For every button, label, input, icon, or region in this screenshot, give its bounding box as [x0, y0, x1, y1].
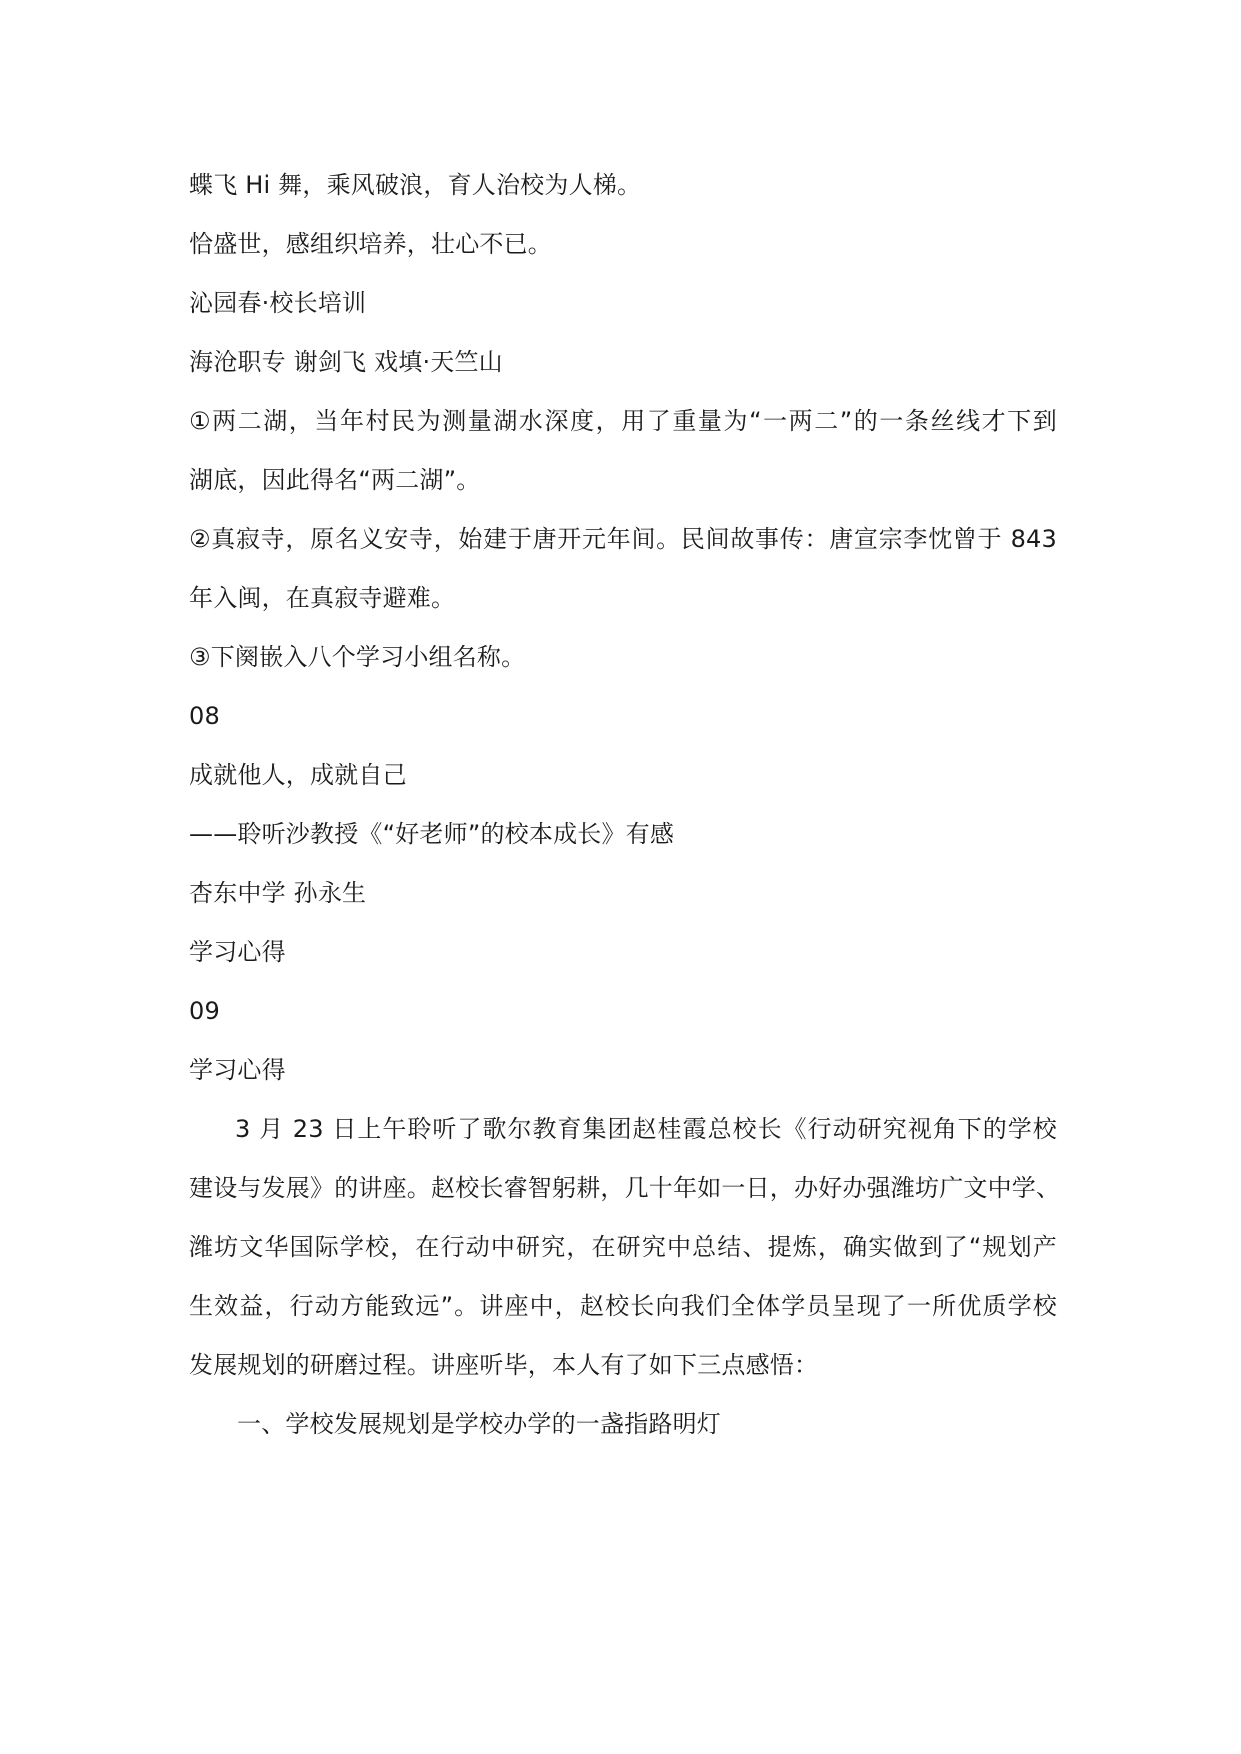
article-author: 杏东中学 孙永生	[189, 879, 367, 907]
article-subtitle: ——聆听沙教授《“好老师”的校本成长》有感	[189, 820, 675, 848]
poem-title: 沁园春·校长培训	[189, 289, 367, 317]
section-number-09: 09	[189, 997, 220, 1025]
note-2-line-2: 年入闽，在真寂寺避难。	[189, 584, 456, 612]
note-2-line-1: ②真寂寺，原名义安寺，始建于唐开元年间。民间故事传：唐宣宗李忱曾于 843	[189, 525, 1057, 553]
paragraph-line-1: 3 月 23 日上午聆听了歌尔教育集团赵桂霞总校长《行动研究视角下的学校	[235, 1115, 1057, 1143]
note-1-line-2: 湖底，因此得名“两二湖”。	[189, 466, 481, 494]
paragraph-line-3: 潍坊文华国际学校，在行动中研究，在研究中总结、提炼，确实做到了“规划产	[189, 1233, 1057, 1261]
section-label: 学习心得	[189, 938, 286, 966]
article-title: 成就他人，成就自己	[189, 761, 407, 789]
paragraph-line-5: 发展规划的研磨过程。讲座听毕，本人有了如下三点感悟：	[189, 1351, 819, 1379]
poem-line-prosperity: 恰盛世，感组织培养，壮心不已。	[189, 230, 552, 258]
subheading-1: 一、学校发展规划是学校办学的一盏指路明灯	[237, 1410, 721, 1438]
paragraph-line-4: 生效益，行动方能致远”。讲座中，赵校长向我们全体学员呈现了一所优质学校	[189, 1292, 1057, 1320]
paragraph-line-2: 建设与发展》的讲座。赵校长睿智躬耕，几十年如一日，办好办强潍坊广文中学、	[189, 1174, 1061, 1202]
poem-line-butterfly: 蝶飞 Hi 舞，乘风破浪，育人治校为人梯。	[189, 171, 642, 199]
poem-author: 海沧职专 谢剑飞 戏填·天竺山	[189, 348, 503, 376]
section-number-08: 08	[189, 702, 220, 730]
note-1-line-1: ①两二湖，当年村民为测量湖水深度，用了重量为“一两二”的一条丝线才下到	[189, 407, 1057, 435]
note-3: ③下阕嵌入八个学习小组名称。	[189, 643, 526, 671]
section-label: 学习心得	[189, 1056, 286, 1084]
